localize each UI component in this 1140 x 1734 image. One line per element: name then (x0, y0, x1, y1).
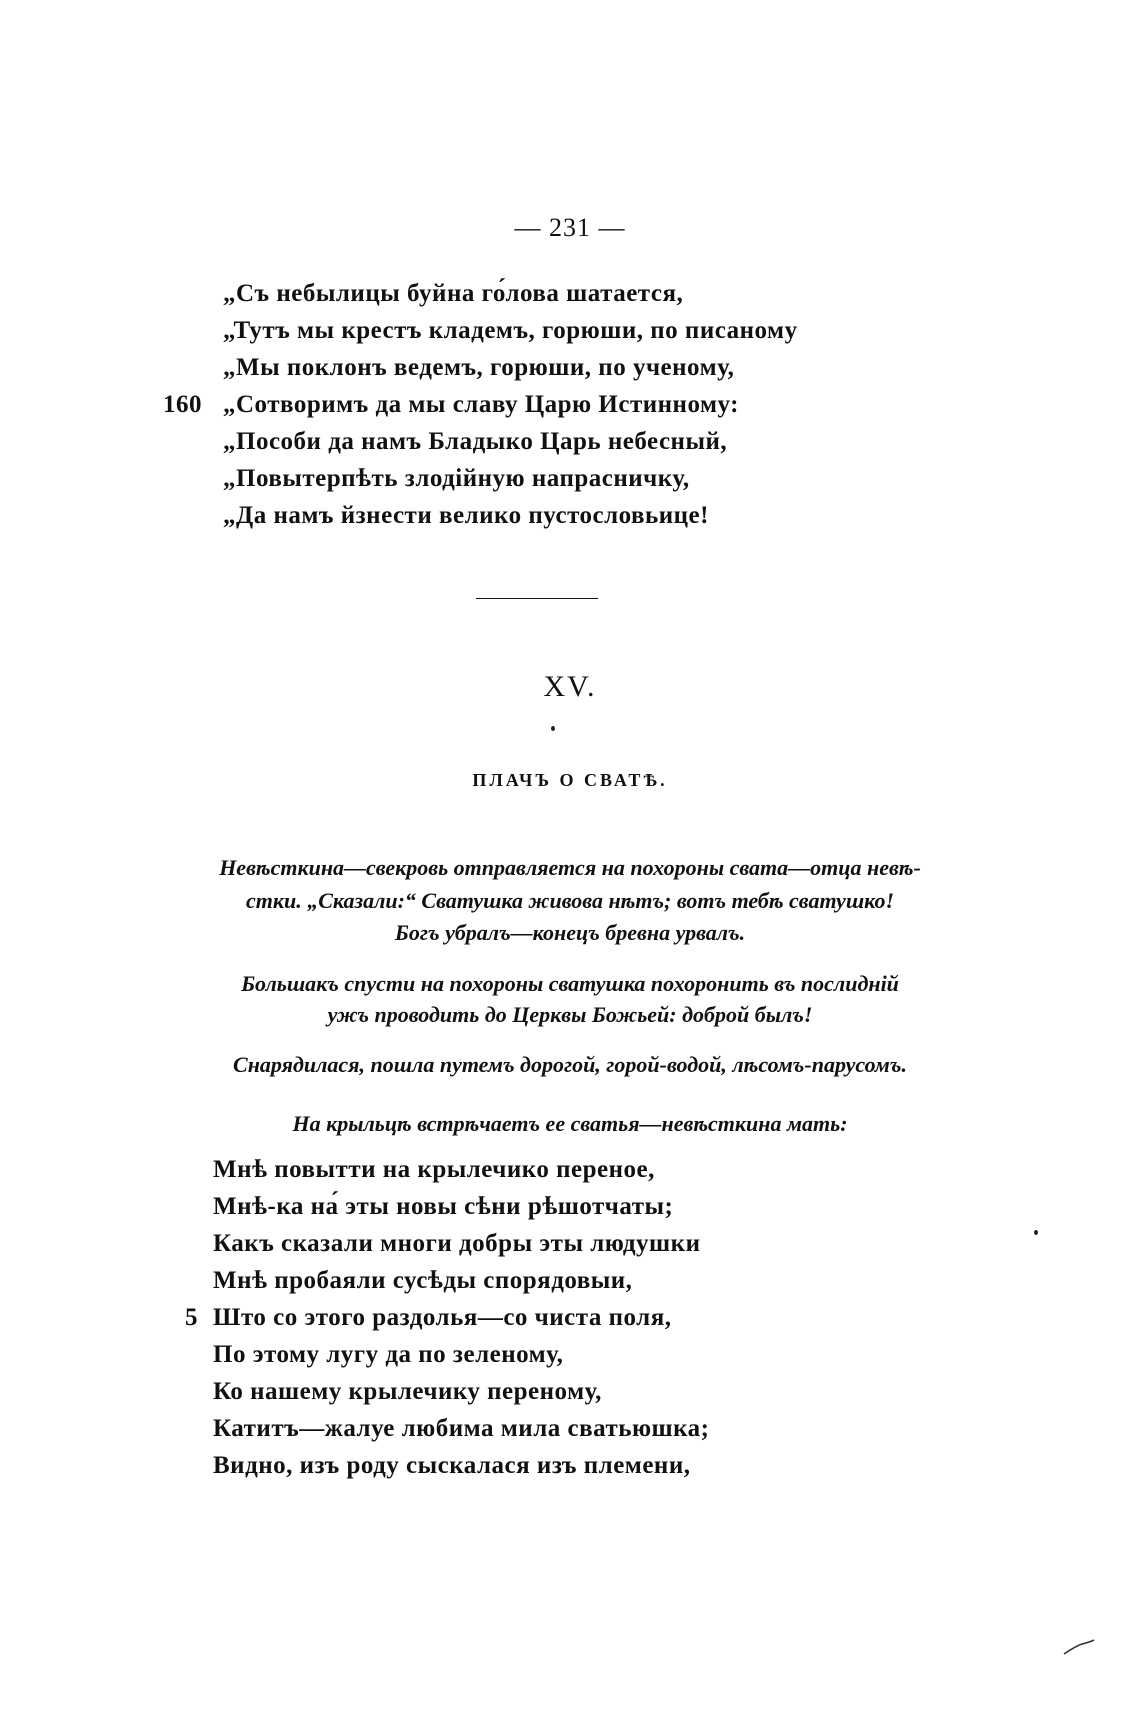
intro-line: Большакъ спусти на похороны сватушка похоронить въ послидній (241, 971, 899, 996)
intro-line: Снарядилася, пошла путемъ дорогой, горой-водой, лѣсомъ-парусомъ. (233, 1052, 907, 1077)
intro-line: Невѣсткина—свекровь отправляется на похороны свата—отца невѣ- (219, 855, 921, 880)
verse-text: „Пособи да намъ Бладыко Царь небесный, (223, 428, 728, 455)
line-number: 160 (163, 391, 202, 418)
verse-text: „Да намъ йзнести велико пустословьице! (223, 502, 709, 529)
section-divider (476, 598, 598, 599)
line-number: 5 (185, 1304, 198, 1331)
section-number: XV. (543, 670, 597, 703)
verse-text: Катитъ—жалуе любима мила сватьюшка; (213, 1415, 710, 1442)
verse-text: Мнѣ повытти на крылечико переное, (213, 1156, 655, 1183)
verse-text: По этому лугу да по зеленому, (213, 1341, 564, 1368)
verse-text: „Мы поклонъ ведемъ, горюши, по ученому, (223, 354, 735, 381)
verse-text: Ко нашему крылечику переному, (213, 1378, 602, 1405)
print-speck (551, 726, 555, 731)
intro-line: стки. „Сказали:“ Сватушка живова нѣтъ; вотъ тебѣ сватушко! (245, 888, 895, 913)
verse-text: Мнѣ пробаяли сусѣды спорядовыи, (213, 1267, 633, 1294)
verse-text: „Тутъ мы крестъ кладемъ, горюши, по писаному (223, 317, 798, 344)
intro-line: На крыльцѣ встрѣчаетъ ее сватья—невѣсткина мать: (292, 1111, 848, 1136)
verse-text: Мнѣ-ка на́ эты новы сѣни рѣшотчаты; (213, 1193, 674, 1220)
print-speck (1034, 1230, 1038, 1235)
verse-text: „Сотворимъ да мы славу Царю Истинному: (223, 391, 739, 418)
verse-text: Видно, изъ роду сыскалася изъ племени, (213, 1452, 691, 1479)
intro-line: Богъ убралъ—конецъ бревна урвалъ. (394, 920, 746, 945)
pencil-mark-icon (1062, 1634, 1096, 1658)
verse-text: Какъ сказали многи добры эты людушки (213, 1230, 701, 1257)
verse-text: „Съ небылицы буйна го́лова шатается, (223, 280, 684, 307)
section-title: ПЛАЧЪ О СВАТѢ. (472, 770, 668, 790)
verse-text: „Повытерпѣть злодійную напрасничку, (223, 465, 690, 492)
page-number: — 231 — (514, 213, 626, 242)
intro-line: ужъ проводить до Церквы Божьей: доброй былъ! (327, 1002, 813, 1027)
verse-text: Што со этого раздолья—со чиста поля, (213, 1304, 672, 1331)
